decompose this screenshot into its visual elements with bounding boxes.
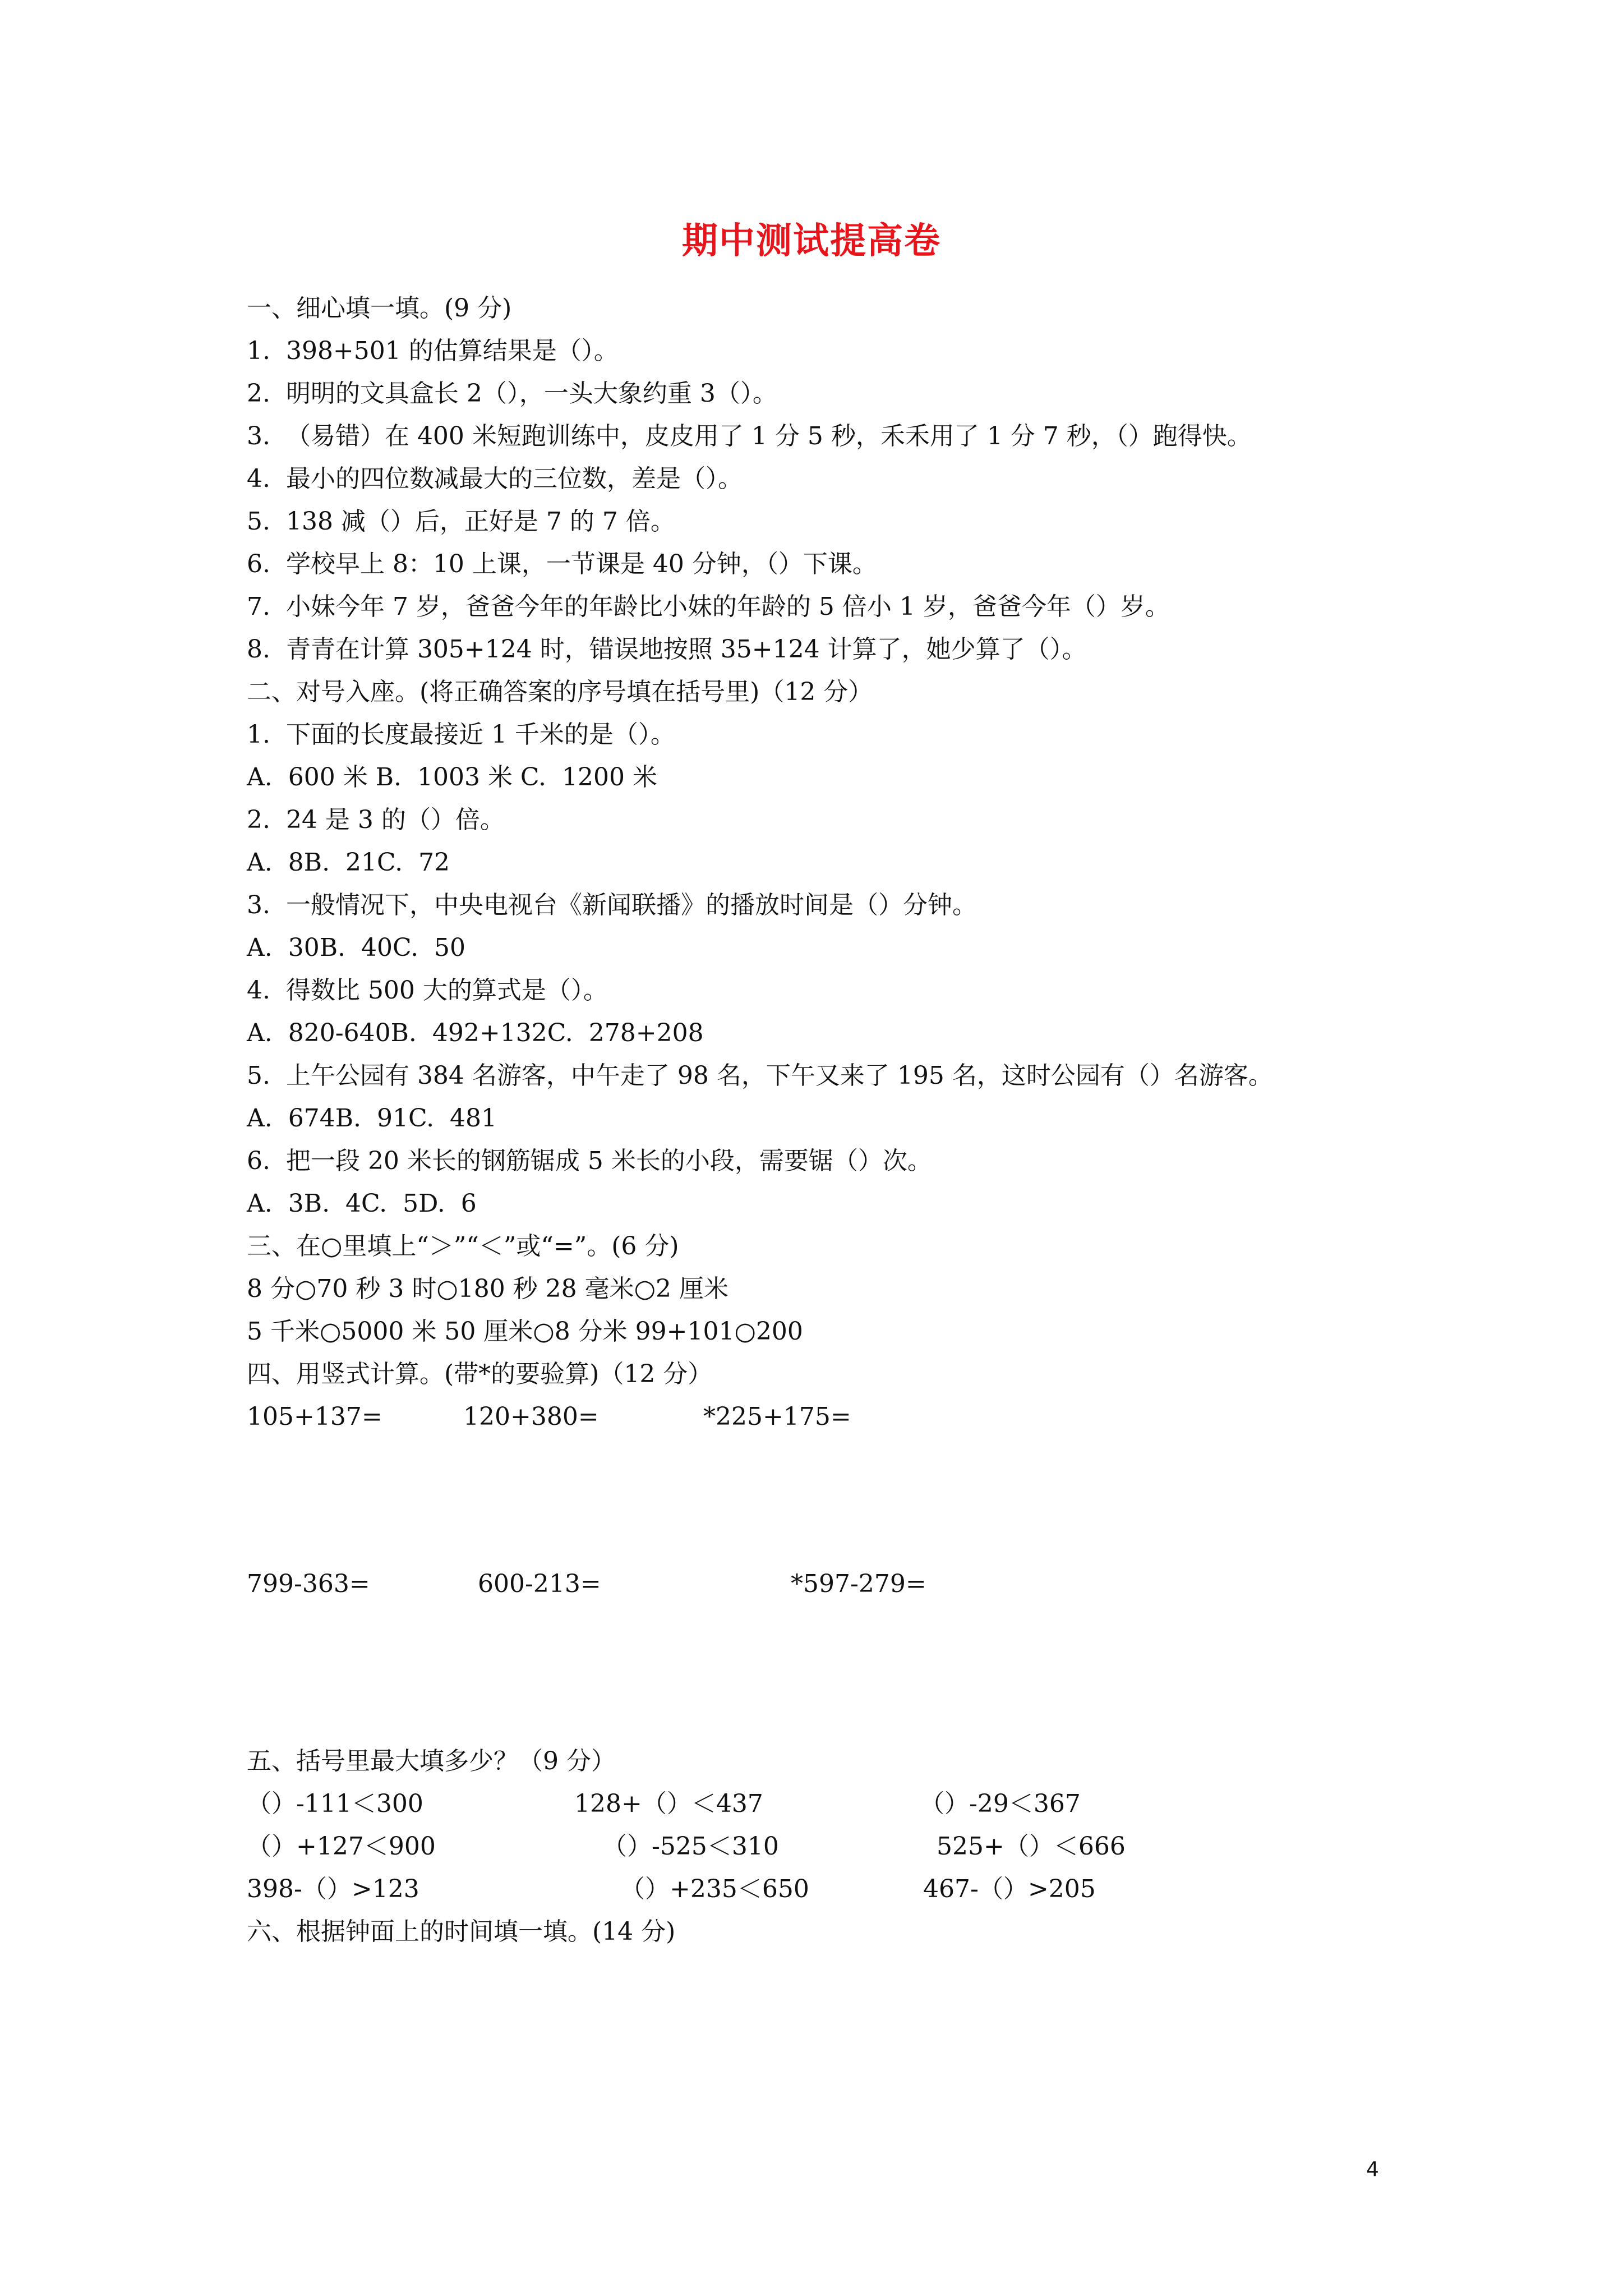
inequality-item: 128+（）＜437 — [574, 1789, 763, 1818]
inequality-item: （）-111＜300 — [247, 1789, 423, 1818]
inequality-item: 398-（）>123 — [247, 1875, 419, 1903]
inequality-item: （）-525＜310 — [602, 1832, 779, 1861]
question-line: 4. 得数比 500 大的算式是（）。 — [247, 976, 608, 1005]
question-line: 5. 上午公园有 384 名游客，中午走了 98 名，下午又来了 195 名，这时公园有（）名游客。 — [247, 1061, 1273, 1090]
inequality-item: 467-（）>205 — [923, 1875, 1096, 1903]
section3-heading: 三、在○里填上“＞”“＜”或“=”。(6 分) — [247, 1232, 679, 1260]
options-line: A. 820-640B. 492+132C. 278+208 — [247, 1019, 704, 1047]
options-line: A. 30B. 40C. 50 — [247, 933, 466, 962]
calc-problem: *225+175= — [703, 1402, 851, 1431]
options-line: A. 3B. 4C. 5D. 6 — [247, 1189, 477, 1218]
inequality-item: （）+127＜900 — [247, 1832, 436, 1861]
question-line: 2. 明明的文具盒长 2（），一头大象约重 3（）。 — [247, 379, 777, 408]
compare-line: 5 千米○5000 米 50 厘米○8 分米 99+101○200 — [247, 1317, 803, 1346]
section2-heading: 二、对号入座。(将正确答案的序号填在括号里)（12 分） — [247, 678, 873, 706]
question-line: 2. 24 是 3 的（）倍。 — [247, 806, 505, 834]
page-title: 期中测试提高卷 — [682, 220, 941, 262]
section5-heading: 五、括号里最大填多少？（9 分） — [247, 1747, 616, 1775]
calc-problem: 600-213= — [478, 1570, 601, 1598]
section1-heading: 一、细心填一填。(9 分) — [247, 294, 512, 323]
question-line: 6. 学校早上 8：10 上课，一节课是 40 分钟，（）下课。 — [247, 550, 877, 578]
calc-problem: 105+137= — [247, 1402, 382, 1431]
inequality-item: （）-29＜367 — [920, 1789, 1081, 1818]
options-line: A. 600 米 B. 1003 米 C. 1200 米 — [247, 763, 657, 792]
calc-problem: *597-279= — [791, 1570, 926, 1598]
question-line: 7. 小妹今年 7 岁，爸爸今年的年龄比小妹的年龄的 5 倍小 1 岁，爸爸今年（）岁。 — [247, 592, 1170, 621]
question-line: 1. 398+501 的估算结果是（）。 — [247, 337, 619, 365]
options-line: A. 8B. 21C. 72 — [247, 848, 450, 877]
question-line: 5. 138 减（）后，正好是 7 的 7 倍。 — [247, 507, 675, 536]
page-number: 4 — [1366, 2158, 1379, 2181]
question-line: 6. 把一段 20 米长的钢筋锯成 5 米长的小段，需要锯（）次。 — [247, 1147, 932, 1175]
question-line: 1. 下面的长度最接近 1 千米的是（）。 — [247, 720, 675, 749]
question-line: 3. （易错）在 400 米短跑训练中，皮皮用了 1 分 5 秒，禾禾用了 1 分 7 秒，（）跑得快。 — [247, 422, 1252, 450]
inequality-item: （）+235＜650 — [620, 1875, 809, 1903]
calc-problem: 799-363= — [247, 1570, 370, 1598]
options-line: A. 674B. 91C. 481 — [247, 1104, 497, 1133]
compare-line: 8 分○70 秒 3 时○180 秒 28 毫米○2 厘米 — [247, 1274, 729, 1303]
inequality-item: 525+（）＜666 — [937, 1832, 1126, 1861]
question-line: 4. 最小的四位数减最大的三位数，差是（）。 — [247, 464, 743, 493]
calc-problem: 120+380= — [463, 1402, 599, 1431]
question-line: 3. 一般情况下，中央电视台《新闻联播》的播放时间是（）分钟。 — [247, 891, 977, 919]
section6-heading: 六、根据钟面上的时间填一填。(14 分) — [247, 1917, 676, 1946]
question-line: 8. 青青在计算 305+124 时，错误地按照 35+124 计算了，她少算了（）。 — [247, 635, 1087, 664]
section4-heading: 四、用竖式计算。(带*的要验算)（12 分） — [247, 1360, 713, 1388]
